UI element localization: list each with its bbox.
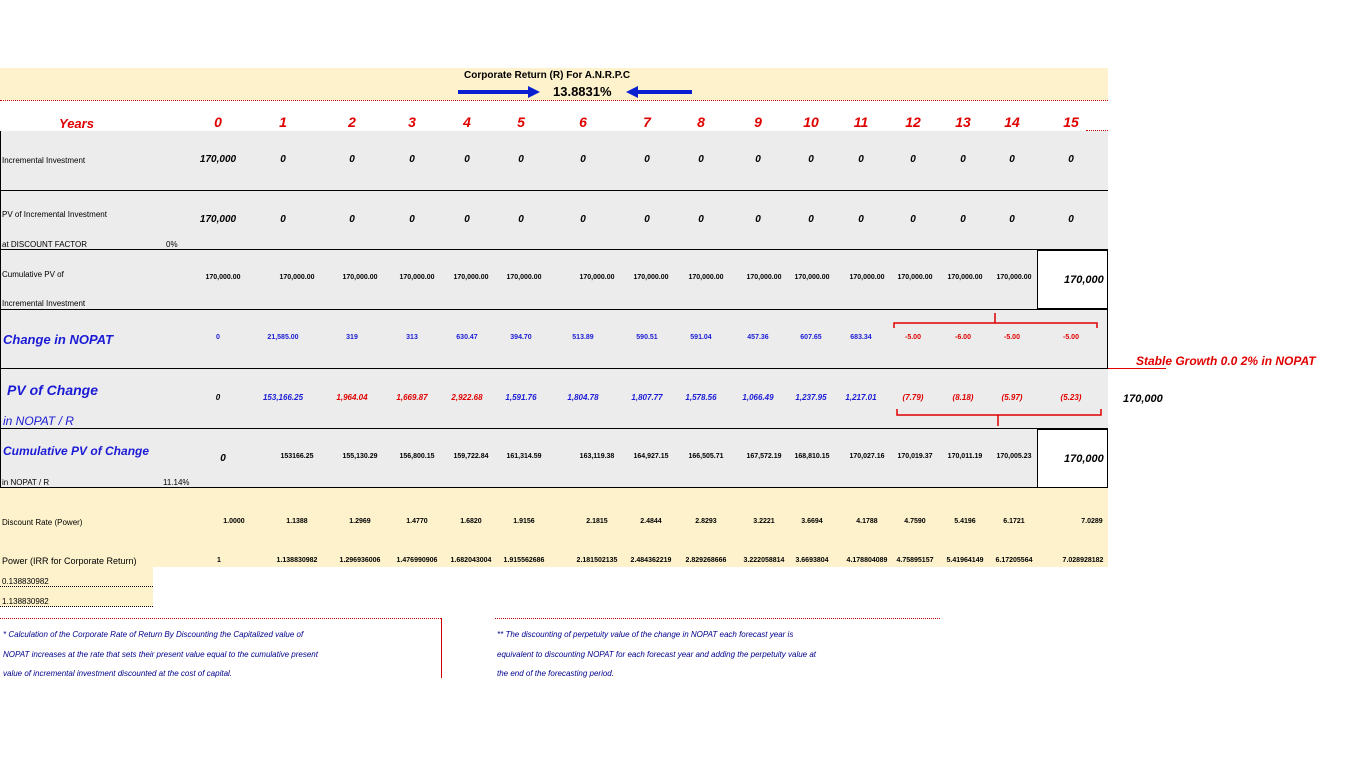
year-cell-9: 9 [754,114,762,130]
year-cell-1: 1 [279,114,287,130]
pv-incremental-cell-12: 0 [910,214,916,225]
incremental-investment-label: Incremental Investment [2,156,86,165]
cum-pv-sublabel: Incremental Investment [2,299,86,308]
discount-rate-cell-12: 4.7590 [904,518,926,525]
cum-pv-cell-3: 170,000.00 [399,274,435,281]
divider-3 [0,309,1108,310]
pv-incremental-cell-3: 0 [409,214,415,225]
stable-growth-line [1108,368,1166,369]
cum-change-percent: 11.14% [163,478,190,487]
incremental-investment-cell-9: 0 [755,154,761,165]
pv-change-cell-5: 1,591.76 [505,393,537,402]
incremental-investment-cell-14: 0 [1009,154,1015,165]
discount-rate-cell-0: 1.0000 [223,518,245,525]
power-cell-14: 6.17205564 [995,557,1033,564]
cum-change-cell-4: 159,722.84 [453,453,489,460]
small-value-underline-1 [0,586,153,587]
cum-pv-cell-1: 170,000.00 [279,274,315,281]
power-cell-5: 1.915562686 [503,557,545,564]
left-arrow-icon [626,86,692,98]
power-cell-1: 1.138830982 [276,557,318,564]
pv-incremental-cell-13: 0 [960,214,966,225]
change-nopat-cell-11: 683.34 [850,334,872,341]
note-left-line-1: * Calculation of the Corporate Rate of Return By Discounting the Capitalized value of [3,630,304,639]
report-title: Corporate Return (R) For A.N.R.P.C [464,70,631,81]
note-right-top-border [495,618,940,619]
change-nopat-cell-5: 394.70 [510,334,532,341]
left-border-5 [0,369,1,428]
cum-change-cell-5: 161,314.59 [506,453,542,460]
pv-incremental-cell-9: 0 [755,214,761,225]
note-left-line-3: value of incremental investment discounted at the cost of capital. [3,669,233,678]
year-cell-7: 7 [643,114,651,130]
cum-change-cell-13: 170,011.19 [947,453,983,460]
incremental-investment-cell-2: 0 [349,154,355,165]
cum-pv-cell-13: 170,000.00 [947,274,983,281]
change-nopat-cell-8: 591.04 [690,334,712,341]
pv-incremental-cell-4: 0 [464,214,470,225]
cum-pv-cell-10: 170,000.00 [794,274,830,281]
year-cell-8: 8 [697,114,705,130]
change-nopat-cell-6: 513.89 [572,334,594,341]
pv-change-cell-12: (7.79) [902,393,924,402]
pv-change-cell-6: 1,804.78 [567,393,599,402]
note-left-line-2: NOPAT increases at the rate that sets their present value equal to the cumulative present [3,650,318,659]
incremental-investment-cell-10: 0 [808,154,814,165]
cum-change-cell-14: 170,005.23 [996,453,1032,460]
cum-change-cell-0: 0 [220,453,226,464]
incremental-investment-cell-8: 0 [698,154,704,165]
cum-change-cell-3: 156,800.15 [399,453,435,460]
power-cell-15: 7.028928182 [1062,557,1104,564]
pv-change-cell-2: 1,964.04 [336,393,368,402]
note-left-right-border [441,618,442,678]
cum-pv-cell-0: 170,000.00 [205,274,241,281]
discount-rate-cell-4: 1.6820 [460,518,482,525]
discount-rate-cell-5: 1.9156 [513,518,535,525]
change-nopat-cell-3: 313 [406,334,418,341]
pv-change-sublabel: in NOPAT / R [3,414,74,428]
discount-rate-cell-14: 6.1721 [1003,518,1025,525]
power-cell-6: 2.181502135 [576,557,618,564]
cum-pv-cell-4: 170,000.00 [453,274,489,281]
cum-pv-cell-7: 170,000.00 [633,274,669,281]
bracket-top-icon [893,311,1099,329]
power-cell-7: 2.484362219 [630,557,672,564]
year-cell-0: 0 [214,114,222,130]
note-right-line-2: equivalent to discounting NOPAT for each forecast year and adding the perpetuity value at [497,650,817,659]
pv-change-cell-14: (5.97) [1001,393,1023,402]
cum-pv-label: Cumulative PV of [2,270,64,279]
cum-pv-cell-9: 170,000.00 [746,274,782,281]
pv-incremental-cell-0: 170,000 [199,214,237,225]
change-nopat-cell-4: 630.47 [456,334,478,341]
pv-incremental-cell-14: 0 [1009,214,1015,225]
power-cell-8: 2.829268666 [685,557,727,564]
incremental-investment-cell-12: 0 [910,154,916,165]
cum-pv-cell-5: 170,000.00 [506,274,542,281]
year-cell-2: 2 [348,114,356,130]
pv-incremental-label: PV of Incremental Investment [2,210,107,219]
small-value-1: 0.138830982 [2,577,49,586]
pv-incremental-cell-1: 0 [280,214,286,225]
change-nopat-cell-15: -5.00 [1063,334,1079,341]
years-label: Years [59,116,94,131]
change-nopat-cell-7: 590.51 [636,334,658,341]
pv-change-cell-11: 1,217.01 [845,393,877,402]
pv-change-cell-9: 1,066.49 [742,393,774,402]
left-border-1 [0,131,1,190]
cum-change-cell-2: 155,130.29 [342,453,378,460]
discount-band [0,488,1108,567]
stable-growth-label: Stable Growth 0.0 2% in NOPAT [1136,354,1316,368]
discount-rate-cell-3: 1.4770 [406,518,428,525]
year-cell-11: 11 [853,114,869,130]
pv-change-cell-7: 1,807.77 [631,393,663,402]
discount-rate-cell-6: 2.1815 [586,518,608,525]
discount-factor-value: 0% [166,240,178,249]
power-cell-9: 3.222058814 [743,557,785,564]
cum-change-label: Cumulative PV of Change [3,444,150,458]
change-nopat-cell-2: 319 [346,334,358,341]
year-cell-14: 14 [1004,114,1020,130]
incremental-investment-band [0,131,1108,190]
power-label: Power (IRR for Corporate Return) [2,556,137,566]
power-cell-11: 4.178804089 [846,557,888,564]
cum-pv-cell-11: 170,000.00 [849,274,885,281]
right-border-4 [1107,310,1108,368]
right-arrow-icon [458,86,540,98]
discount-rate-cell-1: 1.1388 [286,518,308,525]
change-nopat-cell-12: -5.00 [905,334,921,341]
pv-change-label: PV of Change [7,382,99,398]
cum-change-sublabel: in NOPAT / R [2,478,50,487]
cum-change-cell-11: 170,027.16 [849,453,885,460]
discount-rate-cell-15: 7.0289 [1081,518,1103,525]
incremental-investment-cell-5: 0 [518,154,524,165]
corporate-rate-value: 13.8831% [553,84,612,99]
bracket-bottom-icon [896,408,1104,428]
discount-rate-cell-8: 2.8293 [695,518,717,525]
pv-change-cell-8: 1,578.56 [685,393,717,402]
power-cell-4: 1.682043004 [450,557,492,564]
pv-change-cell-0: 0 [215,393,221,402]
left-border-4 [0,310,1,368]
header-divider [0,100,1108,101]
pv-incremental-cell-10: 0 [808,214,814,225]
power-cell-0: 1 [217,557,221,564]
year-cell-6: 6 [579,114,587,130]
cum-pv-cell-2: 170,000.00 [342,274,378,281]
small-value-2: 1.138830982 [2,597,49,606]
discount-rate-cell-13: 5.4196 [954,518,976,525]
cum-change-cell-6: 163,119.38 [579,453,615,460]
incremental-investment-cell-15: 0 [1068,154,1074,165]
change-nopat-cell-10: 607.65 [800,334,822,341]
power-cell-2: 1.296936006 [339,557,381,564]
change-nopat-cell-14: -5.00 [1004,334,1020,341]
year-cell-3: 3 [408,114,416,130]
year-cell-15: 15 [1063,114,1079,130]
change-nopat-cell-13: -6.00 [955,334,971,341]
cum-change-total: 170,000 [1064,453,1104,465]
year-cell-13: 13 [955,114,971,130]
power-cell-12: 4.75895157 [896,557,934,564]
year-cell-12: 12 [905,114,921,130]
incremental-investment-cell-3: 0 [409,154,415,165]
note-left-top-border [0,618,441,619]
discount-rate-cell-10: 3.6694 [801,518,823,525]
discount-rate-label: Discount Rate (Power) [2,518,83,527]
discount-factor-label: at DISCOUNT FACTOR [2,240,88,249]
change-nopat-cell-0: 0 [216,334,220,341]
pv-incremental-cell-5: 0 [518,214,524,225]
change-nopat-label: Change in NOPAT [3,332,114,347]
pv-incremental-cell-15: 0 [1068,214,1074,225]
note-right-line-1: ** The discounting of perpetuity value of the change in NOPAT each forecast year is [497,630,794,639]
discount-rate-cell-11: 4.1788 [856,518,878,525]
cum-change-cell-1: 153166.25 [280,453,314,460]
pv-change-cell-4: 2,922.68 [451,393,483,402]
discount-rate-cell-9: 3.2221 [753,518,775,525]
year-cell-4: 4 [463,114,471,130]
left-border-3 [0,250,1,309]
left-border-2 [0,191,1,249]
pv-change-cell-1: 153,166.25 [262,393,304,402]
power-cell-10: 3.6693804 [795,557,829,564]
change-nopat-cell-1: 21,585.00 [267,334,299,341]
incremental-investment-cell-6: 0 [580,154,586,165]
pv-incremental-cell-2: 0 [349,214,355,225]
cum-change-cell-10: 168,810.15 [794,453,830,460]
pv-change-cell-15: (5.23) [1060,393,1082,402]
incremental-investment-cell-11: 0 [858,154,864,165]
pv-incremental-cell-7: 0 [644,214,650,225]
pv-incremental-cell-6: 0 [580,214,586,225]
change-nopat-cell-9: 457.36 [747,334,769,341]
discount-rate-cell-2: 1.2969 [349,518,371,525]
pv-incremental-cell-11: 0 [858,214,864,225]
year-cell-5: 5 [517,114,525,130]
cum-pv-total: 170,000 [1064,274,1104,286]
cum-change-cell-12: 170,019.37 [897,453,933,460]
pv-incremental-cell-8: 0 [698,214,704,225]
pv-change-cell-13: (8.18) [952,393,974,402]
pv-change-cell-3: 1,669.87 [396,393,428,402]
small-value-underline-2 [0,606,153,607]
cum-pv-cell-6: 170,000.00 [579,274,615,281]
pv-change-cell-10: 1,237.95 [795,393,827,402]
cum-change-cell-8: 166,505.71 [688,453,724,460]
pv-change-total: 170,000 [1123,393,1163,405]
left-border-6 [0,429,1,487]
cum-pv-cell-8: 170,000.00 [688,274,724,281]
incremental-investment-cell-13: 0 [960,154,966,165]
power-cell-13: 5.41964149 [946,557,984,564]
incremental-investment-cell-1: 0 [280,154,286,165]
cum-pv-cell-14: 170,000.00 [996,274,1032,281]
year-cell-10: 10 [803,114,819,130]
cum-change-cell-9: 167,572.19 [746,453,782,460]
power-cell-3: 1.476990906 [396,557,438,564]
incremental-investment-cell-0: 170,000 [199,154,237,165]
incremental-investment-cell-4: 0 [464,154,470,165]
incremental-investment-cell-7: 0 [644,154,650,165]
cum-pv-cell-12: 170,000.00 [897,274,933,281]
discount-rate-cell-7: 2.4844 [640,518,662,525]
cum-change-cell-7: 164,927.15 [633,453,669,460]
note-right-line-3: the end of the forecasting period. [497,669,614,678]
